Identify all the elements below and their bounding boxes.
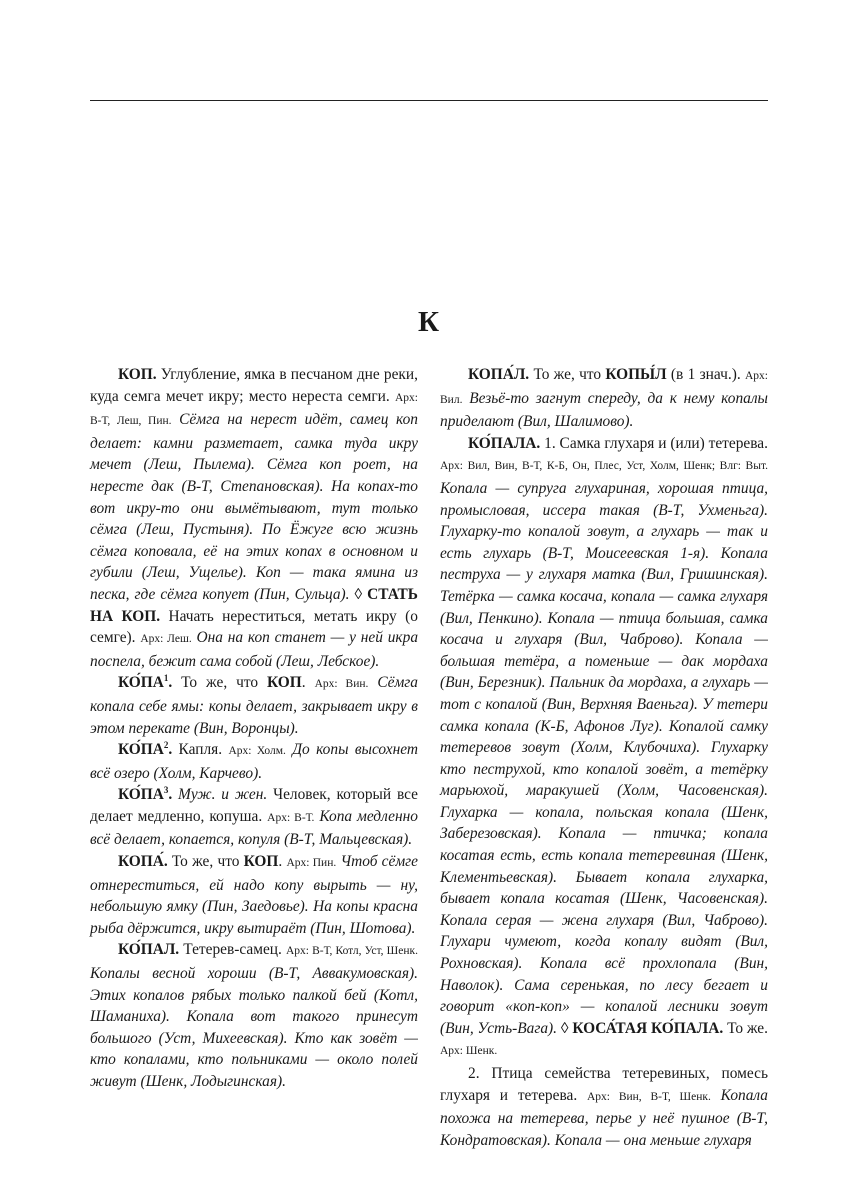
source-label: Арх: Вин. bbox=[314, 678, 369, 691]
header-rule bbox=[90, 100, 768, 101]
source-label: Арх: Леш. bbox=[140, 633, 192, 646]
definition-text: (в 1 знач.). bbox=[666, 366, 745, 383]
example-text: Копала похожа на тетерева, перье у неё пушное (В-Т, Кондратовская). Копала — она меньше глухаря bbox=[440, 1086, 768, 1149]
dictionary-entry bbox=[90, 851, 418, 939]
headword: КО́ПА bbox=[118, 786, 164, 804]
definition-text: 1. Самка глухаря и (или) тетерева. bbox=[540, 434, 768, 452]
definition-text: Начать нереститься, метать икру (о семге). bbox=[90, 607, 418, 647]
source-label: Арх: В-Т. bbox=[267, 811, 315, 824]
dictionary-entry bbox=[90, 784, 418, 851]
definition-text: То же, что bbox=[529, 366, 606, 383]
headword: КОПА́Л. bbox=[468, 366, 530, 383]
definition-text: . bbox=[278, 853, 287, 871]
source-label: Арх: В-Т, Котл, Уст, Шенк. bbox=[285, 945, 418, 958]
headword: . bbox=[168, 741, 173, 759]
source-label: Арх: Шенк. bbox=[440, 1045, 498, 1058]
example-text: Сёмга на нерест идёт, самец коп делает: камни разметает, самка туда икру мечет (Леш, Пылема). Сёмга коп роет, на нересте дак (В-Т, Степановская). На копах-то вот икру-то они вымётывают, тут только сёмга (Леш, Пустыня). По Ёжуге всю жизнь сёмга коповала, её на этих копах в основном и губили (Леш, Ущелье). Коп — така ямина из песка, где сёмга копует (Пин, Сульца). bbox=[90, 411, 418, 603]
dictionary-entry bbox=[90, 739, 418, 784]
right-column bbox=[440, 364, 768, 1151]
homonym-number: 1 bbox=[163, 673, 169, 684]
definition-text: Человек, который все делает медленно, копуша. bbox=[90, 786, 418, 825]
headword: КО́ПА bbox=[118, 741, 164, 759]
definition-text: Капля. bbox=[172, 741, 229, 759]
dictionary-entry bbox=[440, 1063, 768, 1151]
example-text: Везьё-то загнут спереду, да к нему копалы приделают (Вил, Шалимово). bbox=[440, 389, 768, 431]
homonym-number: 3 bbox=[163, 785, 169, 796]
source-label: Арх: Вин, В-Т, Шенк. bbox=[587, 1090, 711, 1103]
definition-text: 2. Птица семейства тетеревиных, помесь глухаря и тетерева. bbox=[440, 1065, 768, 1104]
headword: КО́ПА bbox=[118, 674, 164, 692]
headword: ◊ КОСА́ТАЯ КО́ПАЛА. bbox=[560, 1019, 724, 1037]
source-label: Арх: В-Т, Леш, Пин. bbox=[90, 391, 418, 428]
headword: КО́ПАЛ. bbox=[118, 941, 180, 959]
headword: КОПА́. bbox=[118, 853, 168, 871]
example-text: До копы высохнет всё озеро (Холм, Карчево). bbox=[90, 741, 418, 782]
definition-text: Углубление, ямка в песчаном дне реки, куда семга мечет икру; место нереста семги. bbox=[90, 366, 418, 405]
source-label: Арх: Вил. bbox=[440, 370, 768, 406]
definition-text: . bbox=[301, 674, 315, 692]
definition-text: Тетерев-самец. bbox=[179, 941, 286, 959]
example-text: Копалы весной хороши (В-Т, Аввакумовская). Этих копалов рябых только палкой бей (Котл, Шаманиха). Копала вот такого принесут большого (Уст, Михеевская). Кто как зовёт — кто копалами, кто польниками — около полей живут (Шенк, Лодыгинская). bbox=[90, 965, 418, 1090]
example-text: Копа медленно всё делает, копается, копуля (В-Т, Мальцевская). bbox=[90, 807, 418, 849]
headword: . bbox=[168, 674, 173, 692]
dictionary-entry bbox=[440, 364, 768, 433]
headword: КОП bbox=[243, 853, 279, 871]
dictionary-entry bbox=[90, 364, 418, 672]
source-label: Арх: Вил, Вин, В-Т, К-Б, Он, Плес, Уст, Холм, Шенк; Влг: Выт. bbox=[440, 460, 768, 473]
headword: . bbox=[168, 786, 173, 804]
dictionary-entry bbox=[90, 672, 418, 739]
definition-text: То же, что bbox=[172, 674, 268, 692]
example-text: Муж. и жен. bbox=[172, 786, 268, 804]
source-label: Арх: Холм. bbox=[228, 745, 286, 758]
dictionary-entry bbox=[440, 433, 768, 1063]
headword: ◊ СТАТЬ НА КОП. bbox=[90, 585, 418, 625]
example-text: Чтоб сёмге отнереститься, ей надо копу вырыть — ну, небольшую ямку (Пин, Заедовье). На копы красна рыба дёржится, икру вытираёт (Пин, Шотова). bbox=[90, 853, 418, 937]
example-text: Копала — супруга глухариная, хорошая птица, промысловая, иссера такая (В-Т, Ухменьга). Глухарку-то копалой зовут, а глухарь — так и есть глухарь (В-Т, Моисеевская 1-я). Копала пеструха — у глухаря матка (Вил, Гришинская). Тетёрка — самка косача, копала — самка глухаря (Вил, Пенкино). Копала — птица большая, самка косача и глухаря (Вил, Чаброво). Копала — большая тетёра, а поменьше — дак мордаха (Вин, Березник). Пальник да мордаха, а глухарь — тот с копалой (Вин, Верхняя Ваеньга). У тетери самка копала (К-Б, Афонов Луг). Копалой самку тетеревов зовут (Холм, Клубочиха). Глухарку кто пеструхой, кто копалой зовёт, а тетёрку марьюхой, маракушей (Холм, Часовенская). Глухарка — копала, польская копала (Шенк, Заберезовская). Копала — птичка; копала косатая есть, есть копала тетеревиная (Шенк, Клементьевская). Бывает копала глухарка, бывает копала косатая (Шенк, Часовенская). Копала серая — жена глухаря (Вил, Чаброво). Глухари чумеют, когда копалу видят (Вил, Рохновская). Копала всё прохлопала (Вин, Наволок). Сама серенькая, по лесу бегает и говорит «коп-коп» — копалой лесники зовут (Вин, Усть-Вага). bbox=[440, 479, 768, 1037]
headword: КОП bbox=[267, 674, 302, 692]
source-label: Арх: Пин. bbox=[286, 857, 337, 870]
definition-text: То же. bbox=[723, 1019, 768, 1037]
dictionary-entry bbox=[90, 939, 418, 1092]
headword: КО́ПАЛА. bbox=[468, 434, 541, 452]
headword: КОП. bbox=[118, 366, 157, 383]
left-column bbox=[90, 364, 418, 1093]
example-text: Она на коп станет — у ней икра поспела, бежит сама собой (Леш, Лебское). bbox=[90, 629, 419, 670]
homonym-number: 2 bbox=[163, 739, 169, 750]
example-text: Сёмга копала себе ямы: копы делает, закрывает икру в этом перекате (Вин, Воронцы). bbox=[90, 674, 418, 737]
headword: КОПЫ́Л bbox=[605, 366, 667, 383]
definition-text: То же, что bbox=[167, 853, 244, 871]
section-letter-heading: К bbox=[417, 306, 440, 338]
